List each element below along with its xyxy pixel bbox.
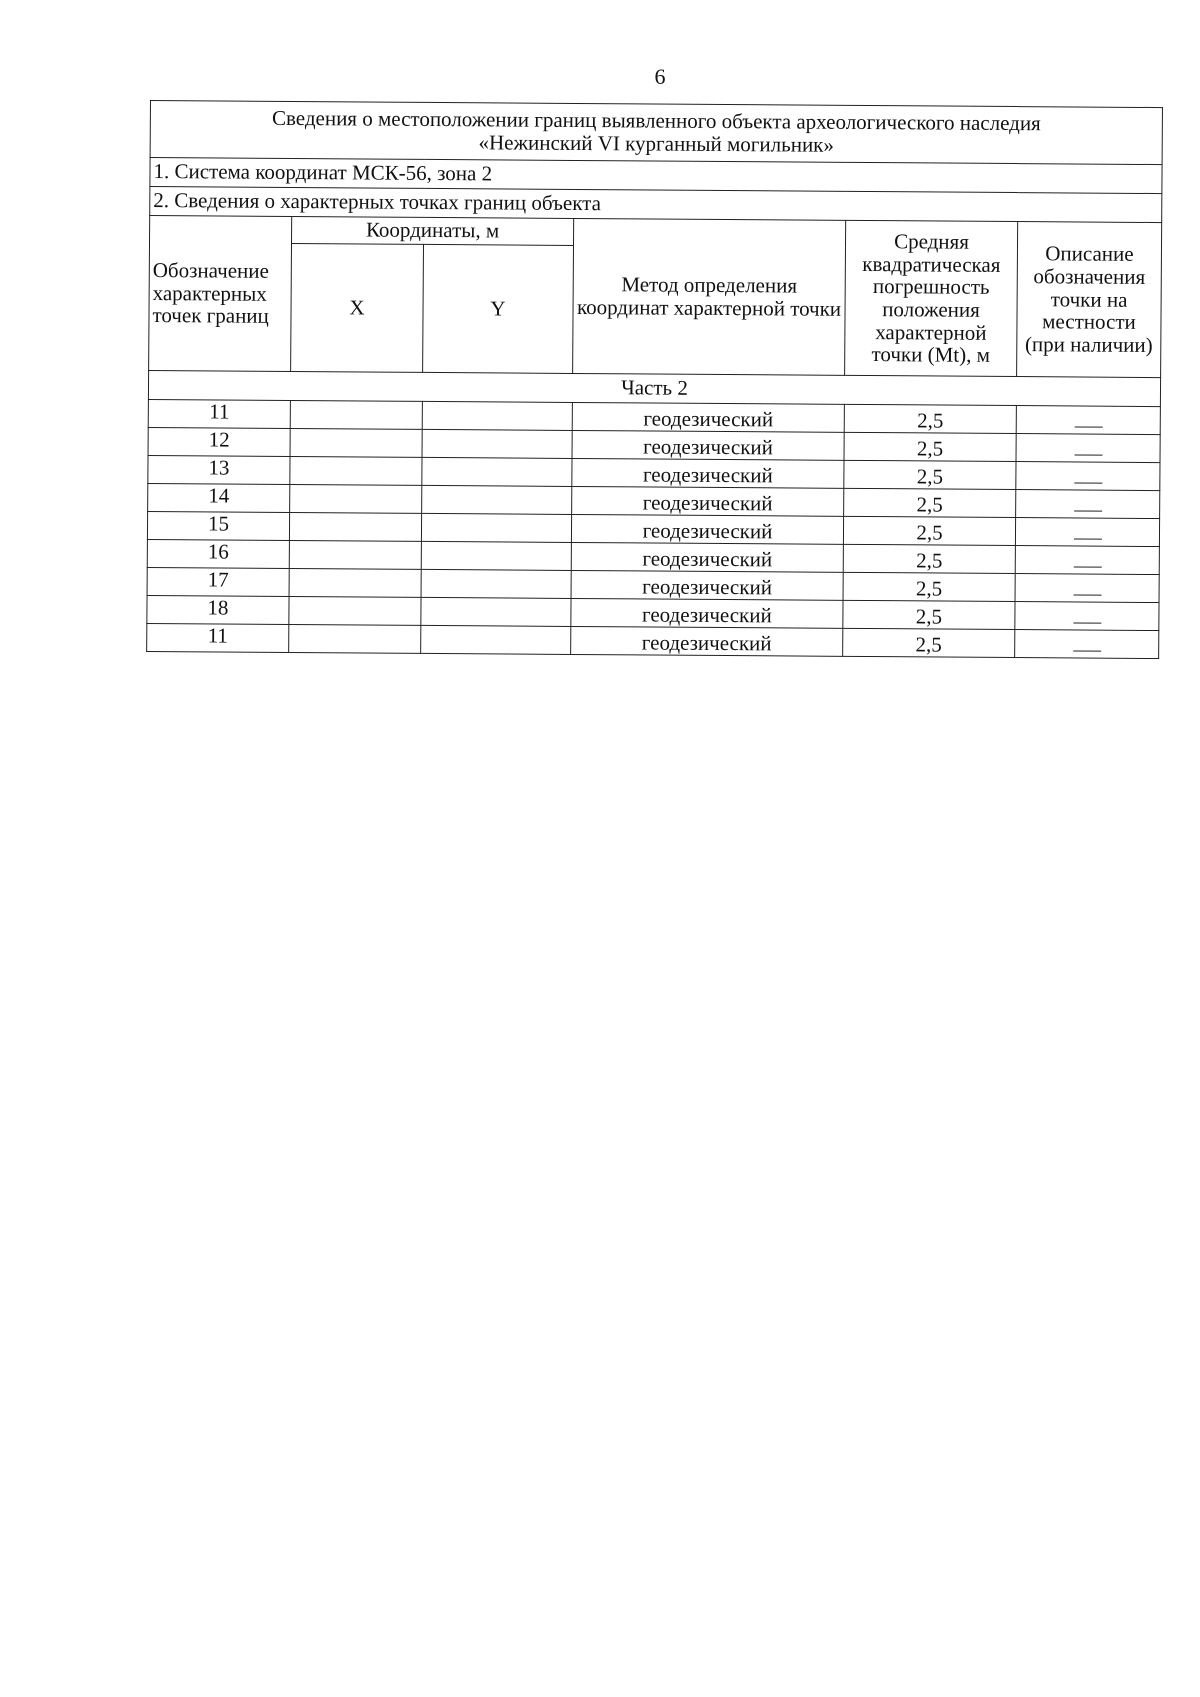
method-cell: геодезический xyxy=(572,402,844,432)
dash-mark xyxy=(1074,482,1102,483)
description-cell xyxy=(1015,546,1159,575)
description-cell xyxy=(1015,518,1159,547)
method-cell: геодезический xyxy=(571,570,843,600)
header-y: Y xyxy=(423,244,574,373)
y-cell xyxy=(422,485,572,514)
dash-mark xyxy=(1074,510,1102,511)
method-cell: геодезический xyxy=(572,486,844,516)
dash-mark xyxy=(1073,538,1101,539)
description-cell xyxy=(1016,406,1160,435)
point-id-cell: 15 xyxy=(147,511,289,540)
description-cell xyxy=(1016,434,1160,463)
x-cell xyxy=(290,484,422,513)
y-cell xyxy=(421,513,571,542)
coordinate-system: 1. Система координат МСК-56, зона 2 xyxy=(150,158,1162,194)
method-cell: геодезический xyxy=(572,430,844,460)
y-cell xyxy=(421,597,571,626)
point-id-cell: 12 xyxy=(148,427,290,456)
header-error: Средняя квадратическая погрешность положения характерной точки (Mt), м xyxy=(845,220,1018,376)
description-cell xyxy=(1016,490,1160,519)
x-cell xyxy=(290,428,422,457)
x-cell xyxy=(289,512,421,541)
x-cell xyxy=(290,456,422,485)
dash-mark xyxy=(1074,426,1102,427)
header-x: X xyxy=(291,243,424,372)
point-id-cell: 13 xyxy=(148,455,290,484)
table-title xyxy=(150,101,1162,165)
point-id-cell: 11 xyxy=(148,399,290,428)
error-cell: 2,5 xyxy=(843,544,1015,573)
table-row xyxy=(147,623,1159,658)
error-cell: 2,5 xyxy=(844,404,1016,433)
point-id-cell: 17 xyxy=(147,567,289,596)
x-cell xyxy=(289,596,421,625)
y-cell xyxy=(422,457,572,486)
dash-mark xyxy=(1073,594,1101,595)
table-title-row xyxy=(150,101,1162,165)
error-cell: 2,5 xyxy=(843,572,1015,601)
method-cell: геодезический xyxy=(571,542,843,572)
description-cell xyxy=(1015,574,1159,603)
description-cell xyxy=(1016,462,1160,491)
part-label: Часть 2 xyxy=(148,370,1160,406)
point-id-cell: 18 xyxy=(147,595,289,624)
header-method: Метод определения координат характерной точки xyxy=(573,218,846,375)
points-info: 2. Сведения о характерных точках границ объекта xyxy=(150,187,1162,223)
dash-mark xyxy=(1073,566,1101,567)
x-cell xyxy=(289,568,421,597)
method-cell: геодезический xyxy=(571,626,843,656)
dash-mark xyxy=(1073,622,1101,623)
method-cell: геодезический xyxy=(571,598,843,628)
point-id-cell: 16 xyxy=(147,539,289,568)
method-cell: геодезический xyxy=(571,514,843,544)
header-description: Описание обозначения точки на местности (при наличии) xyxy=(1017,222,1162,378)
error-cell: 2,5 xyxy=(844,432,1016,461)
error-cell: 2,5 xyxy=(844,460,1016,489)
point-id-cell: 11 xyxy=(147,623,289,652)
x-cell xyxy=(289,540,421,569)
dash-mark xyxy=(1073,650,1101,651)
y-cell xyxy=(421,625,571,654)
point-id-cell: 14 xyxy=(148,483,290,512)
table-title-line2: «Нежинский VI курганный могильник» xyxy=(478,130,835,157)
header-point-id: Обозначение характерных точек границ xyxy=(149,216,292,372)
description-cell xyxy=(1015,602,1159,631)
x-cell xyxy=(290,400,422,429)
x-cell xyxy=(289,624,421,653)
description-cell xyxy=(1015,630,1159,659)
method-cell: геодезический xyxy=(572,458,844,488)
error-cell: 2,5 xyxy=(844,488,1016,517)
y-cell xyxy=(422,429,572,458)
error-cell: 2,5 xyxy=(843,516,1015,545)
table-title-line1: Сведения о местоположении границ выявленного объекта археологического наследия xyxy=(271,105,1041,136)
boundary-points-table xyxy=(146,100,1163,659)
y-cell xyxy=(421,541,571,570)
page-number: 6 xyxy=(654,64,666,89)
header-coordinates: Координаты, м xyxy=(292,216,574,245)
y-cell xyxy=(421,569,571,598)
y-cell xyxy=(422,401,572,430)
error-cell: 2,5 xyxy=(843,628,1015,657)
dash-mark xyxy=(1074,454,1102,455)
error-cell: 2,5 xyxy=(843,600,1015,629)
